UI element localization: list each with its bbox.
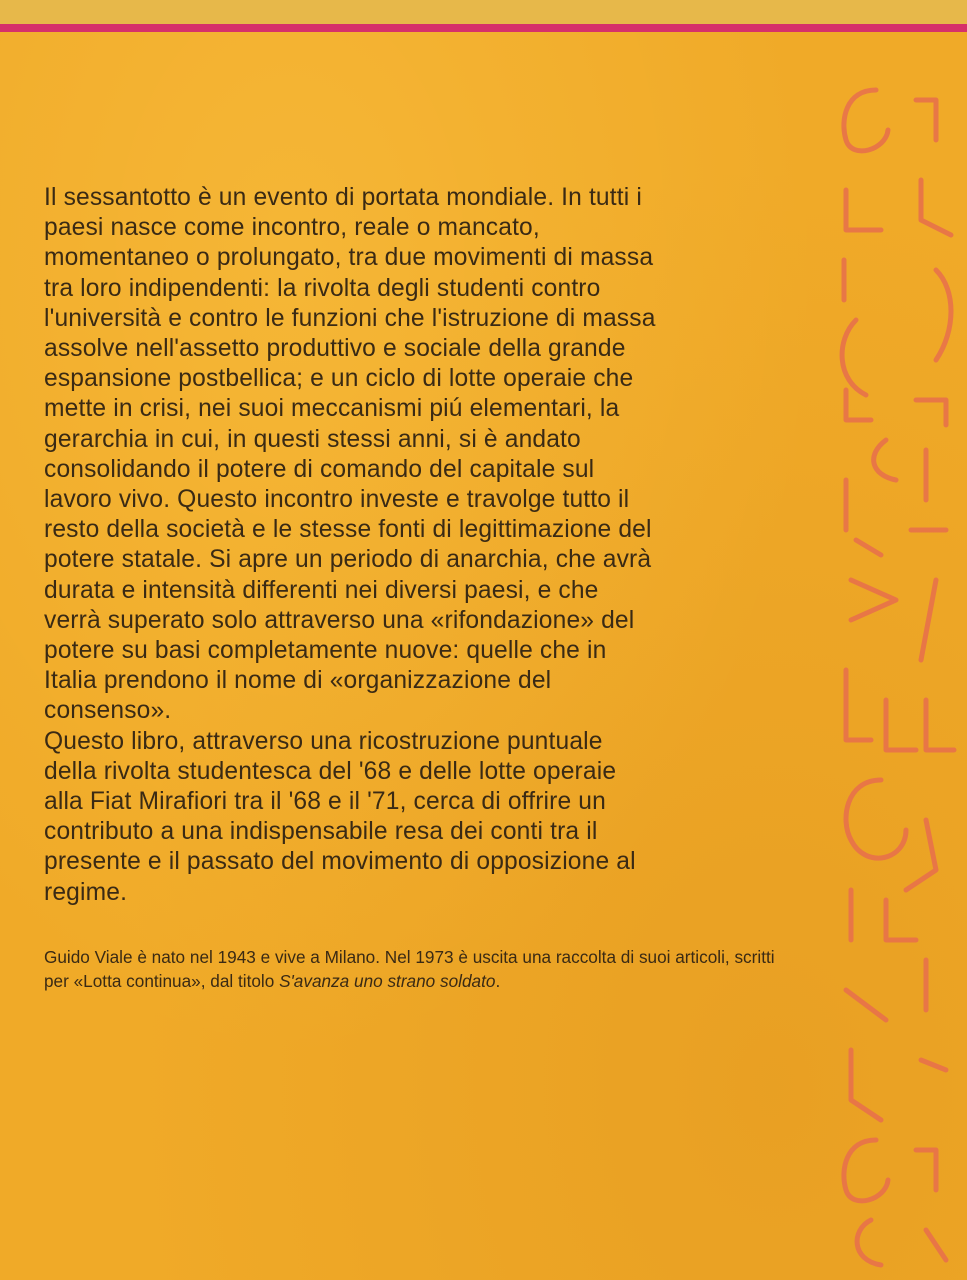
author-bio-end: . [495,970,501,991]
author-bio-book-title: S'avanza uno strano soldato [279,970,496,991]
top-rule [0,24,967,32]
outline-letters-decoration [826,60,967,1280]
top-edge [0,0,967,24]
author-bio [44,946,804,993]
blurb-text: Il sessantotto è un evento di portata mondiale. In tutti i paesi nasce come incontro, reale o mancato, momentaneo o prolungato, tra due movimenti di massa tra loro indipendenti: la rivolta degli studenti contro l'università e contro le funzioni che l'istruzione di massa assolve nell'assetto produttivo e sociale della grande espansione postbellica; e un ciclo di lotte operaie che mette in crisi, nei suoi meccanismi piú elementari, la gerarchia in cui, in questi stessi anni, si è andato consolidando il potere di comando del capitale sul lavoro vivo. Questo incontro investe e travolge tutto il resto della società e le stesse fonti di legittimazione del potere statale. Si apre un periodo di anarchia, che avrà durata e intensità differenti nei diversi paesi, e che verrà superato solo attraverso una «rifondazione» del potere su basi completamente nuove: quelle che in Italia prendono il nome di «organizzazione del consenso». Questo libro, attraverso una ricostruzione puntuale della rivolta studentesca del '68 e delle lotte operaie alla Fiat Mirafiori tra il '68 e il '71, cerca di offrire un contributo a una indispensabile resa dei conti tra il presente e il passato del movimento di opposizione al regime. [44,184,656,906]
author-bio-text: Guido Viale è nato nel 1943 e vive a Milano. Nel 1973 è uscita una raccolta di suoi articoli, scritti per «Lotta continua», dal titolo [44,947,775,991]
